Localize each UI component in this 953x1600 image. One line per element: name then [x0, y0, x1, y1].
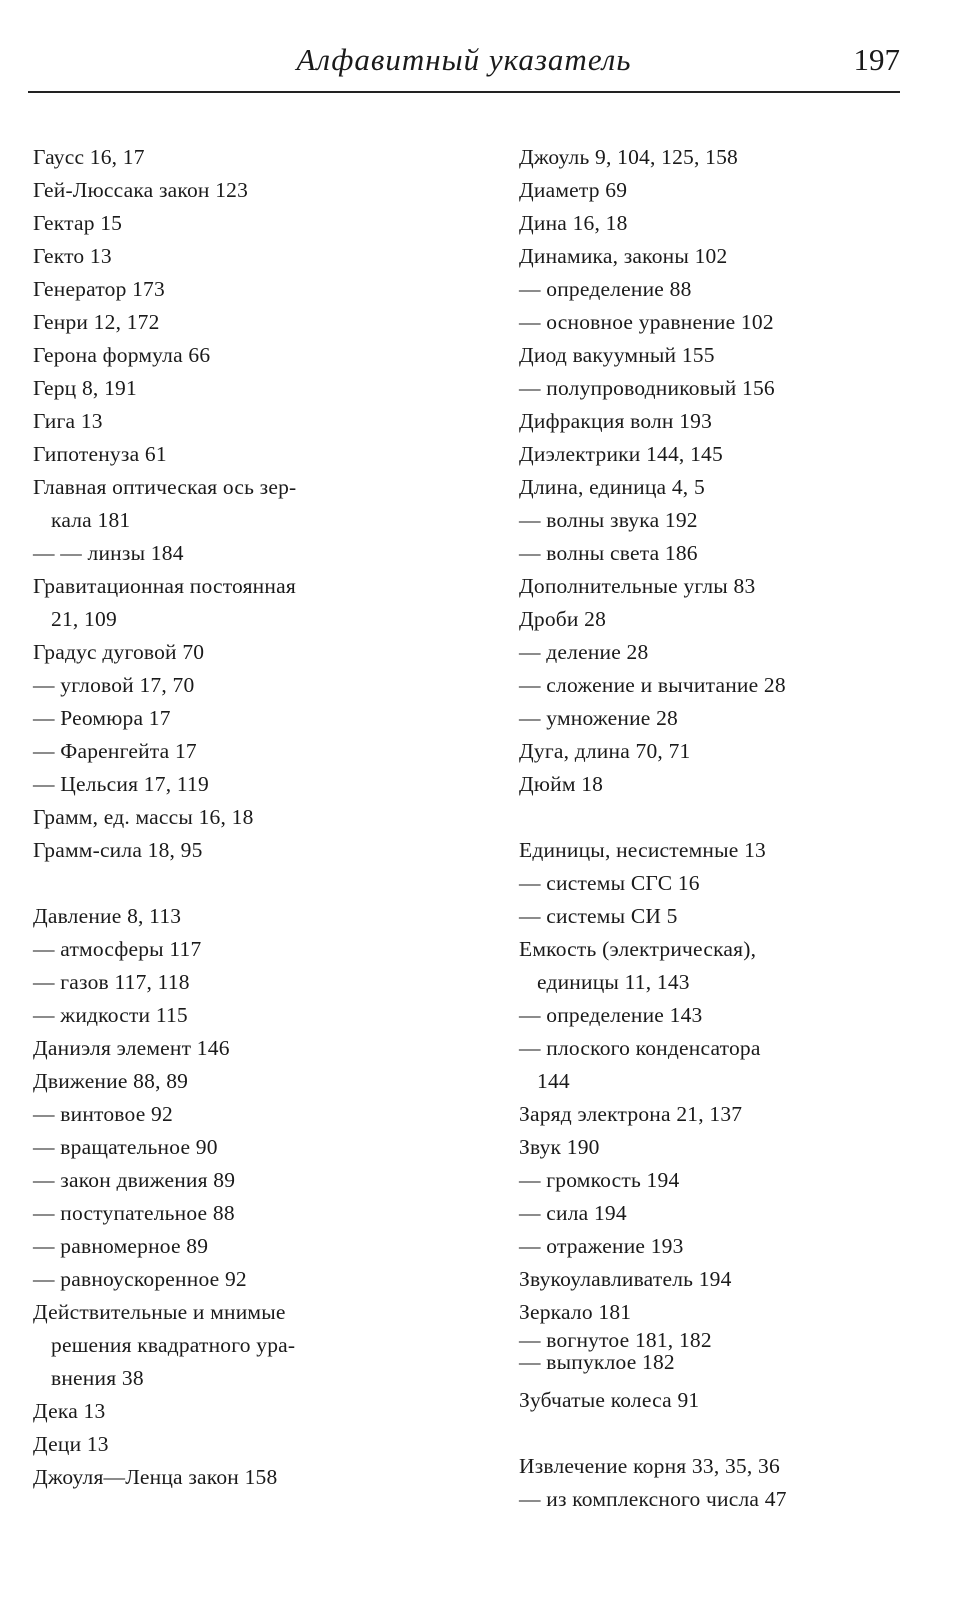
index-entry: Диэлектрики 144, 145 — [519, 442, 723, 466]
index-entry: — определение 143 — [519, 1003, 703, 1027]
index-entry: — Реомюра 17 — [33, 706, 171, 730]
index-entry: — системы СИ 5 — [519, 904, 678, 928]
index-entry: Герона формула 66 — [33, 343, 211, 367]
index-entry: Диод вакуумный 155 — [519, 343, 715, 367]
index-entry: — громкость 194 — [519, 1168, 680, 1192]
index-entry: Дюйм 18 — [519, 772, 604, 796]
index-entry: — Цельсия 17, 119 — [33, 772, 209, 796]
index-entry: Действительные и мнимые — [33, 1300, 286, 1324]
index-entry: Дифракция волн 193 — [519, 409, 713, 433]
index-entry: — выпуклое 182 — [519, 1350, 675, 1374]
running-title: Алфавитный указатель — [296, 42, 632, 77]
header-rule — [28, 91, 900, 93]
index-entry: Емкость (электрическая), — [519, 937, 757, 961]
index-entry: — закон движения 89 — [33, 1168, 236, 1192]
index-entry: — полупроводниковый 156 — [519, 376, 775, 400]
index-entry: — вращательное 90 — [33, 1135, 218, 1159]
index-entry: — сила 194 — [519, 1201, 627, 1225]
index-entry: — равномерное 89 — [33, 1234, 209, 1258]
index-entry: Длина, единица 4, 5 — [519, 475, 705, 499]
index-entry: Гаусс 16, 17 — [33, 145, 145, 169]
index-entry: 144 — [537, 1069, 570, 1093]
index-entry: — винтовое 92 — [33, 1102, 173, 1126]
index-entry: Звукоулавливатель 194 — [519, 1267, 732, 1291]
index-entry: внения 38 — [51, 1366, 144, 1390]
index-entry: 21, 109 — [51, 607, 117, 631]
index-entry: — волны света 186 — [519, 541, 698, 565]
index-entry: — жидкости 115 — [33, 1003, 188, 1027]
index-entry: Дроби 28 — [519, 607, 607, 631]
index-entry: Диаметр 69 — [519, 178, 628, 202]
index-entry: — вогнутое 181, 182 — [519, 1328, 712, 1352]
page-number: 197 — [853, 42, 900, 77]
index-entry: Дина 16, 18 — [519, 211, 628, 235]
index-entry: Зеркало 181 — [519, 1300, 632, 1324]
index-entry: Дополнительные углы 83 — [519, 574, 756, 598]
index-entry: — волны звука 192 — [519, 508, 698, 532]
index-entry: — из комплексного числа 47 — [519, 1487, 787, 1511]
index-entry: Гига 13 — [33, 409, 103, 433]
index-entry: — угловой 17, 70 — [33, 673, 195, 697]
index-entry: Генератор 173 — [33, 277, 165, 301]
index-entry: Давление 8, 113 — [33, 904, 182, 928]
index-entry: Джоуль 9, 104, 125, 158 — [519, 145, 738, 169]
index-entry: Грамм, ед. массы 16, 18 — [33, 805, 254, 829]
index-entry: — умножение 28 — [519, 706, 679, 730]
index-entry: Гекто 13 — [33, 244, 112, 268]
index-entry: Движение 88, 89 — [33, 1069, 189, 1093]
index-entry: — сложение и вычитание 28 — [519, 673, 786, 697]
index-entry: Джоуля—Ленца закон 158 — [33, 1465, 278, 1489]
index-entry: — Фаренгейта 17 — [33, 739, 197, 763]
index-entry: — системы СГС 16 — [519, 871, 700, 895]
index-entry: Зубчатые колеса 91 — [519, 1388, 700, 1412]
index-entry: Гипотенуза 61 — [33, 442, 167, 466]
index-entry: Генри 12, 172 — [33, 310, 160, 334]
index-entry: — плоского конденсатора — [519, 1036, 761, 1060]
index-entry: — деление 28 — [519, 640, 649, 664]
index-entry: — атмосферы 117 — [33, 937, 202, 961]
index-entry: Деци 13 — [33, 1432, 109, 1456]
index-entry: кала 181 — [51, 508, 131, 532]
index-entry: Заряд электрона 21, 137 — [519, 1102, 743, 1126]
index-entry: Гектар 15 — [33, 211, 123, 235]
index-entry: Единицы, несистемные 13 — [519, 838, 766, 862]
index-entry: Грамм-сила 18, 95 — [33, 838, 203, 862]
index-entry: — равноускоренное 92 — [33, 1267, 247, 1291]
index-entry: — газов 117, 118 — [33, 970, 190, 994]
index-entry: Извлечение корня 33, 35, 36 — [519, 1454, 780, 1478]
index-column-left — [33, 141, 473, 1494]
index-entry: Даниэля элемент 146 — [33, 1036, 230, 1060]
index-entry: единицы 11, 143 — [537, 970, 690, 994]
index-entry: Гей-Люссака закон 123 — [33, 178, 249, 202]
index-entry: — поступательное 88 — [33, 1201, 235, 1225]
index-entry: Главная оптическая ось зер- — [33, 475, 297, 499]
page-header — [28, 38, 900, 88]
index-entry: — основное уравнение 102 — [519, 310, 774, 334]
index-entry: — определение 88 — [519, 277, 692, 301]
index-entry: Дуга, длина 70, 71 — [519, 739, 691, 763]
index-entry: — — линзы 184 — [33, 541, 184, 565]
index-column-right — [519, 141, 919, 1516]
index-entry: — отражение 193 — [519, 1234, 684, 1258]
index-entry: Герц 8, 191 — [33, 376, 137, 400]
index-entry: Динамика, законы 102 — [519, 244, 728, 268]
index-entry: решения квадратного ура- — [51, 1333, 296, 1357]
index-entry: Дека 13 — [33, 1399, 106, 1423]
index-entry: Гравитационная постоянная — [33, 574, 296, 598]
index-entry: Звук 190 — [519, 1135, 600, 1159]
index-entry: Градус дуговой 70 — [33, 640, 205, 664]
